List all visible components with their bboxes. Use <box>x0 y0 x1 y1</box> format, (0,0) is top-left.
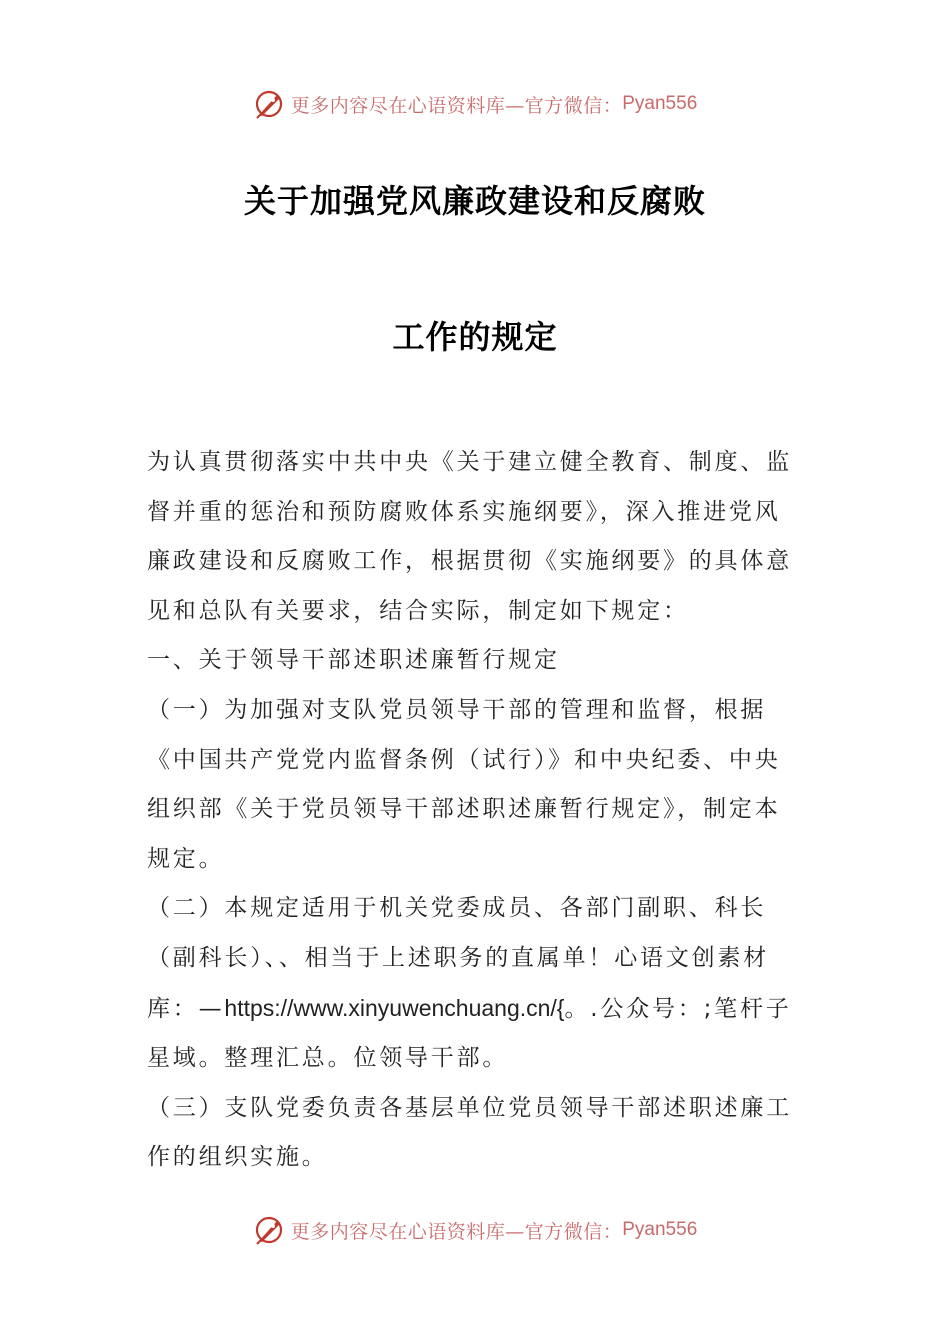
item-1-line-3: 组织部《关于党员领导干部述职述廉暂行规定》，制定本 <box>147 796 781 823</box>
item-2-line-4: 星域。整理汇总。位领导干部。 <box>147 1045 509 1072</box>
item-1-line-1: （一）为加强对支队党员领导干部的管理和监督，根据 <box>147 696 767 723</box>
document-title-line-2: 工作的规定 <box>392 318 558 356</box>
intro-line-2: 督并重的惩治和预防腐败体系实施纲要》，深入推进党风 <box>147 498 781 525</box>
item-2-line-3-suffix: 。.公众号：;笔杆子 <box>564 995 792 1022</box>
intro-line-1: 为认真贯彻落实中共中央《关于建立健全教育、制度、监 <box>147 449 792 475</box>
item-1-line-4: 规定。 <box>147 845 225 872</box>
section-1-heading: 一、关于领导干部述职述廉暂行规定 <box>147 647 560 674</box>
document-title-line-1: 关于加强党风廉政建设和反腐败 <box>243 182 706 220</box>
quill-logo-icon <box>253 88 285 120</box>
item-2-line-3-prefix: 库：— <box>147 995 225 1022</box>
header-banner-text: 更多内容尽在心语资料库—官方微信： <box>290 94 623 117</box>
footer-banner <box>0 1210 950 1250</box>
item-2-line-1: （二）本规定适用于机关党委成员、各部门副职、科长 <box>147 895 767 922</box>
footer-banner-text: 更多内容尽在心语资料库—官方微信： <box>290 1220 623 1243</box>
intro-line-4: 见和总队有关要求，结合实际，制定如下规定： <box>147 597 689 624</box>
item-3-line-1: （三）支队党委负责各基层单位党员领导干部述职述廉工 <box>147 1094 792 1121</box>
footer-banner-wechat: Pyan556 <box>622 1219 698 1240</box>
header-banner <box>0 84 950 124</box>
intro-line-3: 廉政建设和反腐败工作，根据贯彻《实施纲要》的具体意 <box>147 548 792 575</box>
document-body <box>147 438 807 1183</box>
quill-logo-icon <box>253 1214 285 1246</box>
item-2-line-2: （副科长）、、相当于上述职务的直属单！心语文创素材 <box>147 944 769 971</box>
header-banner-wechat: Pyan556 <box>622 93 698 114</box>
item-3-line-2: 作的组织实施。 <box>147 1144 328 1171</box>
source-url-text: https://www.xinyuwenchuang.cn/{ <box>224 994 565 1021</box>
item-1-line-2: 《中国共产党党内监督条例（试行）》和中央纪委、中央 <box>147 746 781 773</box>
item-2-line-3 <box>147 984 807 1035</box>
